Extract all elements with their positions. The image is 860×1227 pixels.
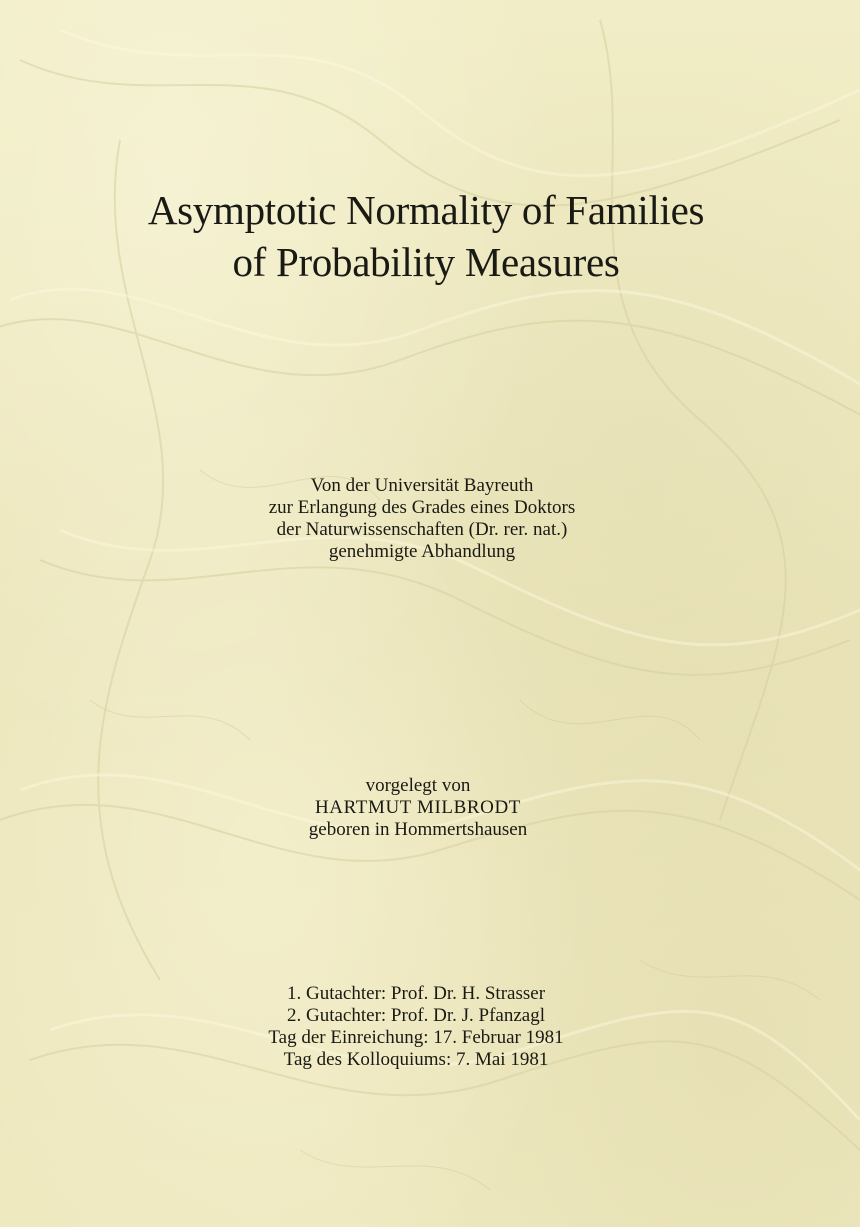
dissertation-statement	[0, 475, 852, 563]
university-line: Von der Universität Bayreuth	[310, 475, 534, 496]
referees-block	[0, 983, 846, 1071]
title-line-2: of Probability Measures	[232, 239, 620, 285]
faculty-line: der Naturwissenschaften (Dr. rer. nat.)	[276, 519, 568, 540]
approved-line: genehmigte Abhandlung	[328, 541, 516, 562]
degree-line: zur Erlangung des Grades eines Doktors	[268, 497, 576, 518]
second-referee: 2. Gutachter: Prof. Dr. J. Pfanzagl	[286, 1005, 546, 1026]
author-birthplace: geboren in Hommertshausen	[308, 819, 528, 840]
colloquium-date: Tag des Kolloquiums: 7. Mai 1981	[283, 1049, 549, 1070]
first-referee: 1. Gutachter: Prof. Dr. H. Strasser	[286, 983, 546, 1004]
author-name: HARTMUT MILBRODT	[314, 797, 522, 818]
submission-date: Tag der Einreichung: 17. Februar 1981	[268, 1027, 564, 1048]
title-line-1: Asymptotic Normality of Families	[147, 187, 705, 233]
submitted-by: vorgelegt von	[365, 775, 471, 796]
author-block	[0, 775, 848, 841]
